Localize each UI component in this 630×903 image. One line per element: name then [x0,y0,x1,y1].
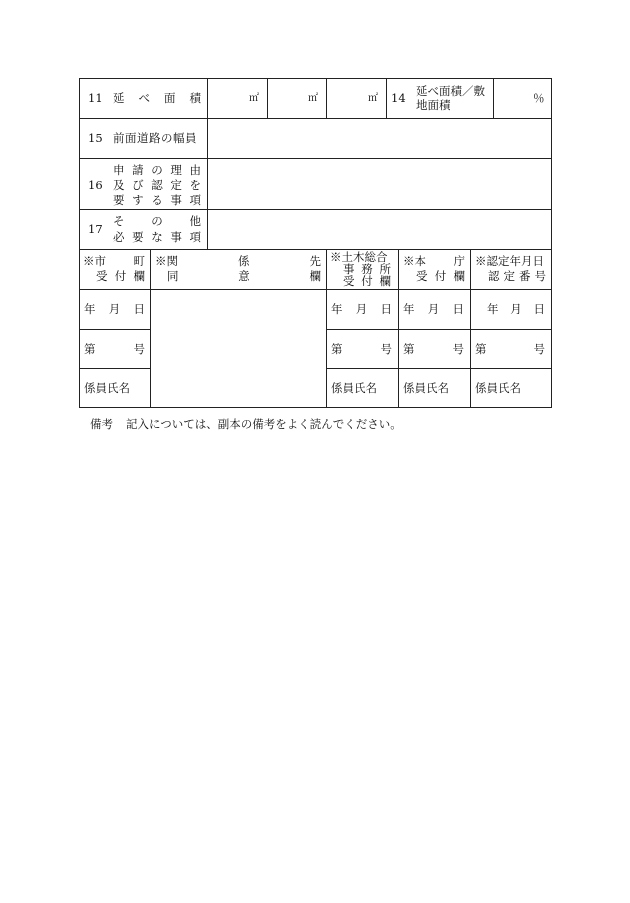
other-items-label-line2: 必 要 な 事 項 [113,230,201,244]
row-divider [79,118,552,119]
related-party-consent-header-line2: 同 意 欄 [167,269,321,283]
city-date-field: 年 月 日 [84,302,145,316]
item-number-16: 16 [88,178,103,192]
civil-office-number-field: 第 号 [331,342,392,356]
civil-office-date-field: 年 月 日 [331,302,392,316]
col-divider [398,249,399,408]
col-divider [326,249,327,408]
city-reception-header-line2: 受 付 欄 [96,269,145,283]
head-office-reception-header-line1: ※本 庁 [403,254,465,268]
item-number-15: 15 [88,131,103,145]
front-road-width-label: 前面道路の幅員 [113,131,197,145]
item-number-14: 14 [391,91,406,105]
head-office-reception-header-line2: 受 付 欄 [416,269,465,283]
area-unit-3: ㎡ [368,93,378,104]
row-divider [326,329,552,330]
city-reception-header-line1: ※市 町 [83,254,145,268]
city-number-field: 第 号 [84,342,145,356]
row-divider [79,209,552,210]
head-office-date-field: 年 月 日 [403,302,464,316]
remark-text: 記入については、副本の備考をよく読んでください。 [126,417,402,431]
approval-date-header: ※認定年月日 [475,254,544,268]
area-unit-2: ㎡ [308,93,318,104]
row-divider [79,158,552,159]
application-reason-label-line3: 要 す る 事 項 [113,193,201,207]
other-items-label-line1: そ の 他 [113,214,201,228]
floor-area-ratio-label-line2: 地面積 [416,98,451,112]
item-number-11: 11 [88,91,103,105]
row-divider [79,368,150,369]
floor-area-label: 延 べ 面 積 [113,91,201,105]
item-number-17: 17 [88,222,103,236]
approval-staff-name-field: 係員氏名 [475,381,521,395]
approval-number-header: 認 定 番 号 [488,269,546,283]
civil-office-reception-header-line3: 受 付 欄 [343,274,391,288]
percent-unit: ％ [533,91,545,105]
city-staff-name-field: 係員氏名 [84,381,130,395]
application-reason-label-line2: 及 び 認 定 を [113,178,201,192]
head-office-staff-name-field: 係員氏名 [403,381,449,395]
row-divider [79,329,150,330]
head-office-number-field: 第 号 [403,342,464,356]
floor-area-ratio-label-line1: 延べ面積／敷 [416,84,485,98]
col-divider [470,249,471,408]
civil-office-staff-name-field: 係員氏名 [331,381,377,395]
col-divider [267,78,268,118]
col-divider [326,78,327,118]
approval-date-field: 年 月 日 [487,302,545,316]
col-divider [150,249,151,408]
row-divider [326,368,552,369]
civil-office-reception-header-line2: 事 務 所 [343,262,391,276]
civil-office-reception-header-line1: ※土木総合 [330,250,388,264]
col-divider [493,78,494,118]
remark-label: 備考 [90,417,113,431]
area-unit-1: ㎡ [249,93,259,104]
col-divider [207,78,208,249]
col-divider [386,78,387,118]
application-reason-label-line1: 申 請 の 理 由 [113,163,201,177]
related-party-consent-header-line1: ※関 係 先 [155,254,321,268]
approval-number-field: 第 号 [475,342,545,356]
